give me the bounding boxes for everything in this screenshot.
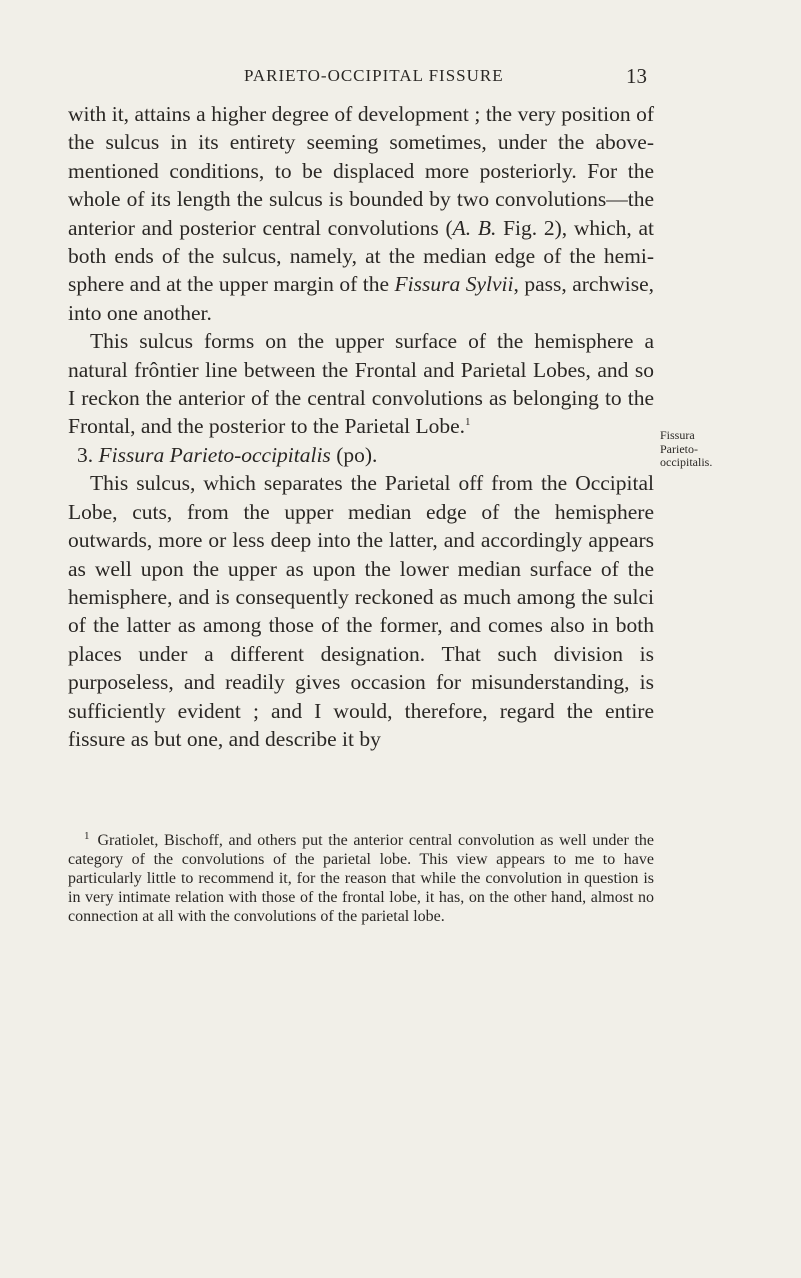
paragraph-text: Fig. 2), which, at both ends of the sulcus, namely, at the median edge of the hemisphere and at the upper margin of the xyxy=(68,215,654,297)
margin-note-line: Parieto- xyxy=(660,441,698,456)
figure-letters: A. B. xyxy=(452,215,497,240)
margin-note-line: Fissura xyxy=(660,428,695,442)
paragraph-continued xyxy=(68,100,654,327)
fissure-name: Fissura Sylvii xyxy=(394,272,514,297)
paragraph-text: with it, attains a higher degree of development ; the very position of the sulcus in its entirety seeming sometimes, under the above-mentioned conditions, to be displaced more posteriorly. For the whole of its length the sulcus is bounded by two convolutions—the anterior and posterior central convolutions ( xyxy=(68,102,654,240)
footnote-mark: 1 xyxy=(84,830,90,842)
page-number: 13 xyxy=(626,64,647,88)
main-text xyxy=(68,100,654,753)
paragraph-text: This sulcus, which separates the Parietal off from the Occipital Lobe, cuts, from the upper median edge of the hemisphere outwards, more or less deep into the latter, and accordingly appears as well upon the upper as upon the lower median surface of the hemisphere, and is consequently reckoned as much among the sulci of the latter as among those of the former, and comes also in both places under a different designation. That such division is purposeless, and readily gives occasion for misunderstanding, is sufficiently evident ; and I would, therefore, regard the entire fissure as but one, and describe it by xyxy=(68,471,654,751)
footnote-reference: 1 xyxy=(465,416,471,429)
paragraph xyxy=(68,327,654,441)
running-header xyxy=(0,64,801,94)
footnote-body: Gratiolet, Bischoff, and others put the anterior central convolution as well under the category of the convolutions of the parietal lobe. This view appears to me to have particularly little to recommend it, for the reason that while the convolution in question is in very intimate relation with those of the frontal lobe, it has, on the other hand, almost no connection at all with the convolutions of the parietal lobe. xyxy=(68,832,654,925)
margin-note xyxy=(660,429,754,470)
margin-note-line: occipitalis. xyxy=(660,455,713,469)
paragraph-text: This sulcus forms on the upper surface of the hemisphere a natural frôntier line between the Frontal and Parietal Lobes, and so I reckon the anterior of the central convolutions as belonging to the Frontal, and the posterior to the Parietal Lobe. xyxy=(68,329,654,439)
paragraph-text: , pass, archwise, into one another. xyxy=(68,272,654,325)
footnote-text xyxy=(68,827,654,926)
paragraph xyxy=(68,469,654,753)
running-title: PARIETO-OCCIPITAL FISSURE xyxy=(244,66,504,85)
footnote xyxy=(68,827,654,926)
section-number: 3. xyxy=(77,442,94,467)
section-title: Fissura Parieto-occipitalis xyxy=(98,442,331,467)
section-heading xyxy=(68,441,654,469)
section-abbrev: (po). xyxy=(336,442,378,467)
